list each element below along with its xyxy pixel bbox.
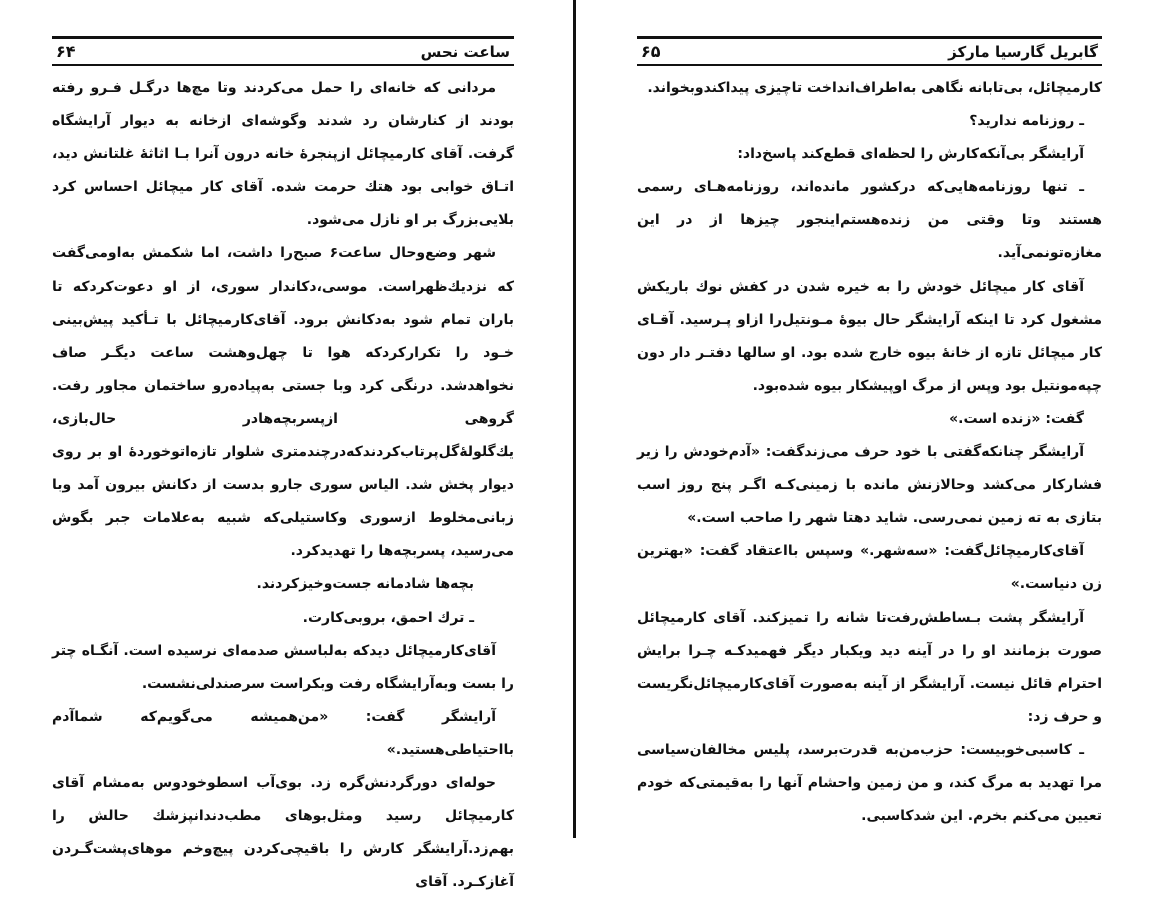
paragraph: کارمیچائل، بی‌تابانه نگاهی به‌اطراف‌انداخت تاچیزی پیداکندوبخواند.: [647, 80, 1102, 96]
paragraph: آقای‌کارمیچائل دیدکه به‌لباسش صدمه‌ای نرسیده است. آنگـاه چتر را بست وبه‌آرایشگاه رفت وبکراست سرصندلی‌نشست.: [52, 642, 514, 692]
paragraph: بچه‌ها شادمانه جست‌وخیزکردند.: [256, 576, 474, 593]
left-page-number: ۶۴: [56, 42, 76, 61]
paragraph: آقای‌کارمیچائل‌گفت: «سه‌شهر.» وسپس بااعتقاد گفت: «بهترین زن دنیاست.»: [637, 543, 1102, 593]
right-page-header: [637, 36, 1102, 66]
paragraph: آرایشگر بی‌آنکه‌کارش را لحظه‌ای قطع‌کند پاسخ‌داد:: [737, 146, 1084, 163]
right-page-number: ۶۵: [641, 42, 661, 61]
left-page-body: [52, 72, 514, 899]
paragraph: آرایشگر گفت: «من‌همیشه می‌گویم‌که شماآدم بااحتیاطی‌هستید.»: [52, 708, 514, 758]
left-page-header: [52, 36, 514, 66]
paragraph: ـ روزنامه ندارید؟: [969, 113, 1084, 130]
right-header-title: گابریل گارسیا مارکز: [948, 42, 1098, 61]
right-page-body: [637, 72, 1102, 833]
paragraph: آقای کار میچائل خودش را به خیره شدن در کفش نوك باریکش مشغول کرد تا اینکه آرایشگر حال بیوهٔ مـونتیل‌را ازاو پـرسید. آقـای کار میچائل تازه از خانهٔ بیوه خارج شده بود. او سالها دفتـر دار دون چپه‌مونتیل بود وپس از مرگ اوپیشکار بیوه شده‌بود.: [637, 278, 1102, 394]
paragraph: ـ کاسبی‌خوبیست: حزب‌من‌به قدرت‌برسد، پلیس مخالفان‌سیاسی مرا تهدید به مرگ کند، و من زمین واحشام آنها را به‌قیمتی‌که خودم تعیین می‌کنم بخرم. این شدکاسبی.: [637, 741, 1102, 825]
paragraph: آرایشگر پشت بـساطش‌رفت‌تا شانه را تمیزکند. آقای کارمیچائل صورت بزمانند او را در آینه دید ویکبار دیگر فهمیدکـه چـرا برایش احترام قائل نیست. آرایشگر از آینه به‌صورت آقای‌کارمیچائل‌نگریست و حرف زد:: [637, 609, 1102, 725]
paragraph: ـ ترك احمق، بروبی‌کارت.: [302, 609, 474, 626]
paragraph: ـ تنها روزنامه‌هایی‌که درکشور مانده‌اند، روزنامه‌هـای رسمی هستند وتا وقتی من زنده‌هستم‌اینجور چیزها از در این مغازه‌تونمی‌آید.: [637, 179, 1102, 262]
paragraph: آرایشگر چنانکه‌گفتی با خود حرف می‌زندگفت: «آدم‌خودش را زیر فشارکار می‌کشد وحالازنش مانده با زمینی‌کـه اگـر پنج روز اسب بتازی به ته زمین نمی‌رسی. شاید دهتا شهر را صاحب است.»: [637, 444, 1102, 527]
right-page: [637, 0, 1102, 838]
paragraph: مردانی که خانه‌ای را حمل می‌کردند وتا مچ‌ها درگـل فـرو رفته بودند از کنارشان رد شدند وگوشه‌ای ازخانه به دیوار آرایشگاه گرفت. آقای کارمیچائل ازپنجرهٔ خانه درون آنرا بـا اثاثهٔ غلتانش دید، اتـاق خوابی بود هتك حرمت شده. آقای کار میچائل احساس کرد بلایی‌بزرگ بر او نازل می‌شود.: [52, 80, 514, 229]
paragraph: شهر وضع‌وحال ساعت۶ صبح‌را داشت، اما شکمش به‌اومی‌گفت که نزدیك‌ظهراست. موسی،دکاندار سوری، از او دعوت‌کردکه تا باران تمام شود به‌دکانش برود. آقای‌کارمیچائل با تـأکید پیش‌بینی خـود را تکرارکردکه هوا تا چهل‌وهشت ساعت دیگـر صاف نخواهدشد. درنگی کرد وبا جستی به‌پیاده‌رو ساختمان مجاور رفت. گروهی ازپسربچه‌هادر حال‌بازی، یك‌گلولهٔ‌گل‌پرتاب‌کردندکه‌درچندمتری شلوار تازه‌اتوخوردهٔ او بر روی دیوار پخش شد. الیاس سوری جارو بدست از دکانش بیرون آمد وبا زبانی‌مخلوط ازسوری وکاستیلی‌که شبیه به‌علامات جبر بگوش می‌رسید، پسربچه‌ها را تهدیدکرد.: [52, 245, 514, 560]
book-spine-divider: [573, 0, 576, 838]
left-page: [52, 0, 514, 891]
paragraph: حوله‌ای دورگردنش‌گره زد. بوی‌آب اسطوخودوس به‌مشام آقای کارمیچائل رسید ومثل‌بوهای مطب‌دندانپزشك حالش را بهم‌زد.آرایشگر کارش را باقیچی‌کردن پیچ‌وخم موهای‌پشت‌گـردن آغازکـرد. آقای: [52, 774, 514, 891]
paragraph: گفت: «زنده است.»: [949, 410, 1084, 427]
left-header-title: ساعت نحس: [420, 42, 510, 61]
